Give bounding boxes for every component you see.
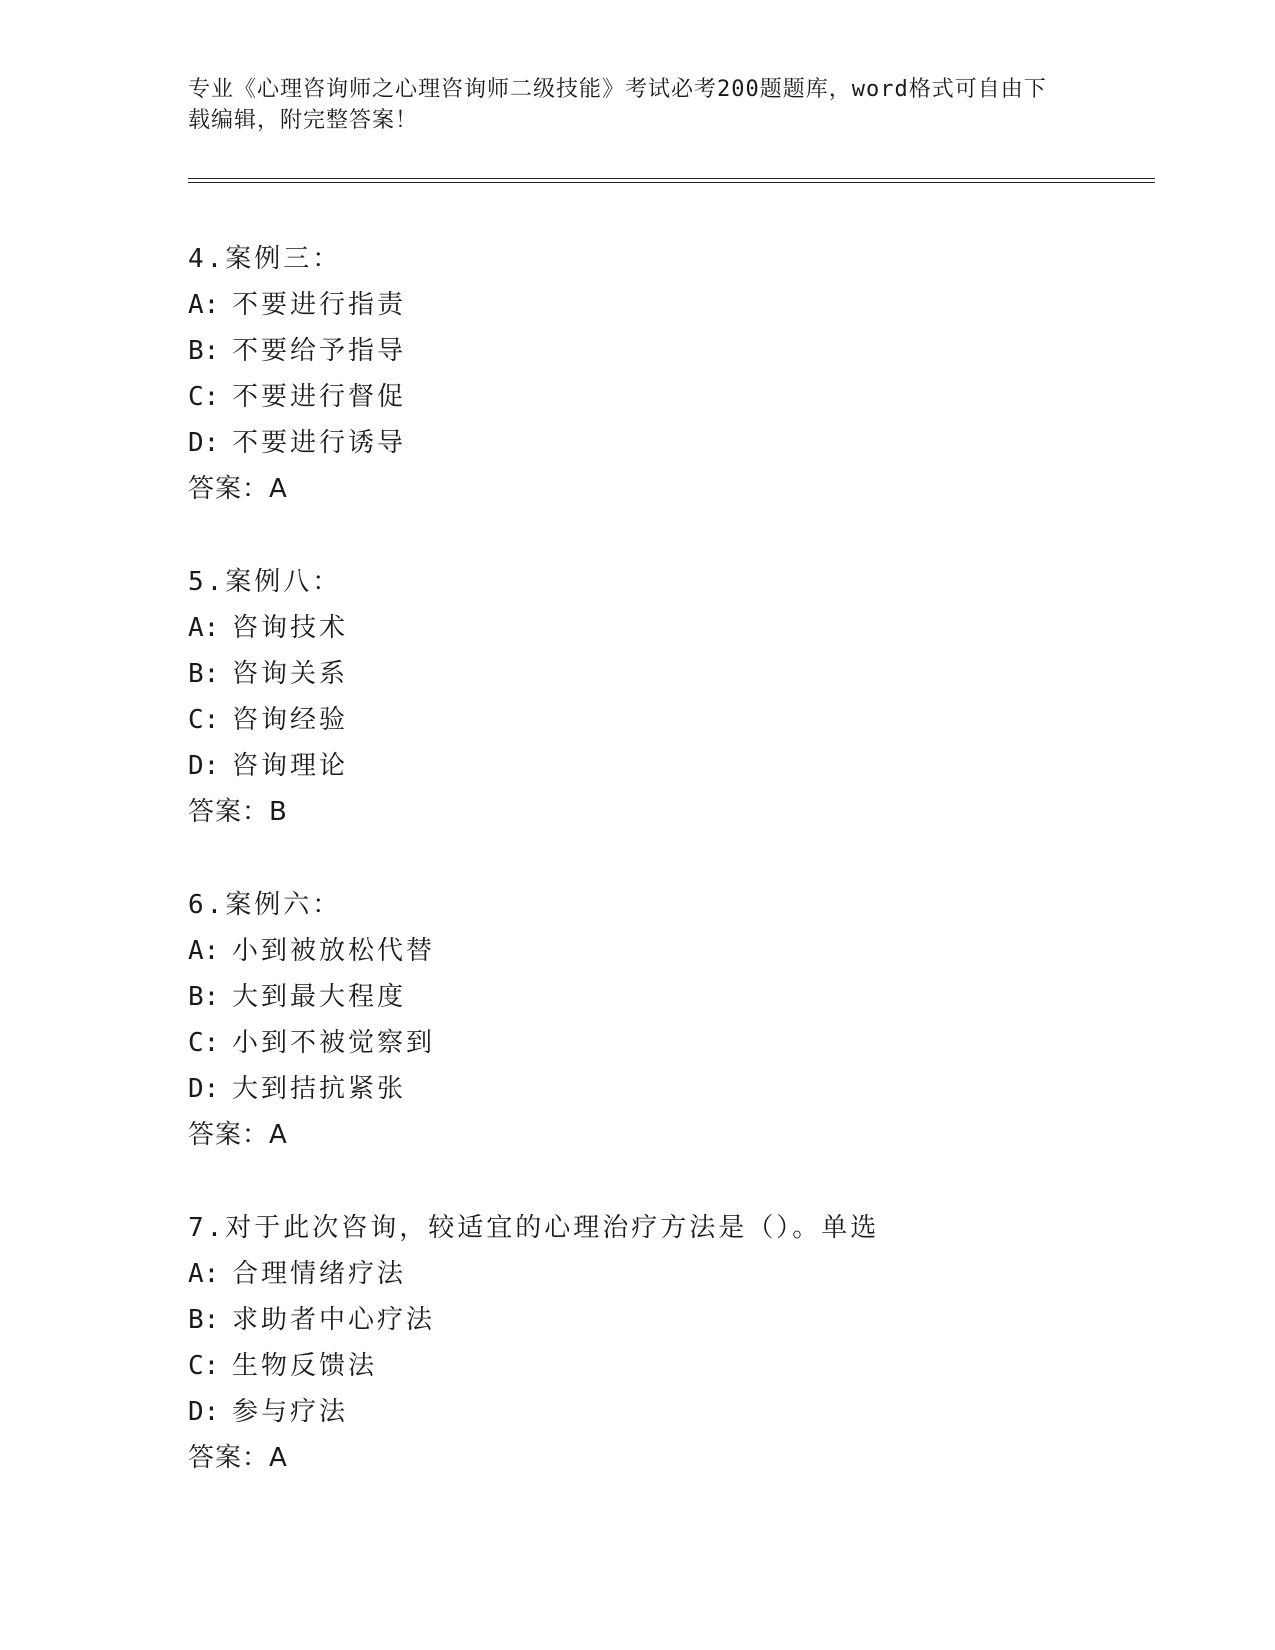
option-text: 咨询理论 (232, 751, 349, 781)
option-text: 不要给予指导 (232, 336, 407, 366)
option-letter: D: (188, 1397, 220, 1427)
question-item (188, 1205, 1148, 1481)
question-item (188, 559, 1148, 835)
option-text: 求助者中心疗法 (232, 1305, 436, 1335)
option-letter: C: (188, 705, 220, 735)
option-a (188, 282, 1148, 328)
option-c (188, 374, 1148, 420)
option-letter: A: (188, 613, 220, 643)
option-text: 大到拮抗紧张 (232, 1074, 407, 1104)
option-letter: A: (188, 1259, 220, 1289)
option-b (188, 1297, 1148, 1343)
option-text: 不要进行督促 (232, 382, 407, 412)
option-letter: C: (188, 1028, 220, 1058)
option-letter: C: (188, 382, 220, 412)
answer-line: 答案：A (188, 474, 288, 504)
option-text: 不要进行诱导 (232, 428, 407, 458)
question-item (188, 882, 1148, 1158)
option-c (188, 1343, 1148, 1389)
answer-line: 答案：A (188, 1443, 288, 1473)
option-text: 小到不被觉察到 (232, 1028, 436, 1058)
option-letter: B: (188, 336, 220, 366)
option-d (188, 1066, 1148, 1112)
option-text: 咨询技术 (232, 613, 349, 643)
question-stem: 5.案例八： (188, 567, 342, 597)
option-letter: A: (188, 936, 220, 966)
option-c (188, 1020, 1148, 1066)
option-letter: D: (188, 1074, 220, 1104)
question-stem: 6.案例六： (188, 890, 342, 920)
header-double-rule (188, 178, 1155, 183)
option-d (188, 743, 1148, 789)
option-letter: B: (188, 659, 220, 689)
option-text: 大到最大程度 (232, 982, 407, 1012)
option-b (188, 328, 1148, 374)
option-letter: B: (188, 1305, 220, 1335)
option-text: 咨询关系 (232, 659, 349, 689)
option-letter: C: (188, 1351, 220, 1381)
option-text: 咨询经验 (232, 705, 349, 735)
option-text: 生物反馈法 (232, 1351, 378, 1381)
option-letter: B: (188, 982, 220, 1012)
question-stem: 4.案例三： (188, 244, 342, 274)
answer-line: 答案：A (188, 1120, 288, 1150)
header-note: 专业《心理咨询师之心理咨询师二级技能》考试必考200题题库，word格式可自由下载编辑，附完整答案！ (188, 77, 1047, 133)
option-d (188, 420, 1148, 466)
option-text: 合理情绪疗法 (232, 1259, 407, 1289)
option-d (188, 1389, 1148, 1435)
option-b (188, 651, 1148, 697)
question-item (188, 236, 1148, 512)
option-text: 不要进行指责 (232, 290, 407, 320)
option-a (188, 928, 1148, 974)
question-list (188, 236, 1148, 1528)
answer-line: 答案：B (188, 797, 288, 827)
question-stem: 7.对于此次咨询，较适宜的心理治疗方法是（）。单选 (188, 1213, 880, 1243)
option-b (188, 974, 1148, 1020)
option-c (188, 697, 1148, 743)
option-letter: D: (188, 751, 220, 781)
option-letter: D: (188, 428, 220, 458)
option-letter: A: (188, 290, 220, 320)
option-a (188, 1251, 1148, 1297)
option-text: 参与疗法 (232, 1397, 349, 1427)
option-text: 小到被放松代替 (232, 936, 436, 966)
option-a (188, 605, 1148, 651)
